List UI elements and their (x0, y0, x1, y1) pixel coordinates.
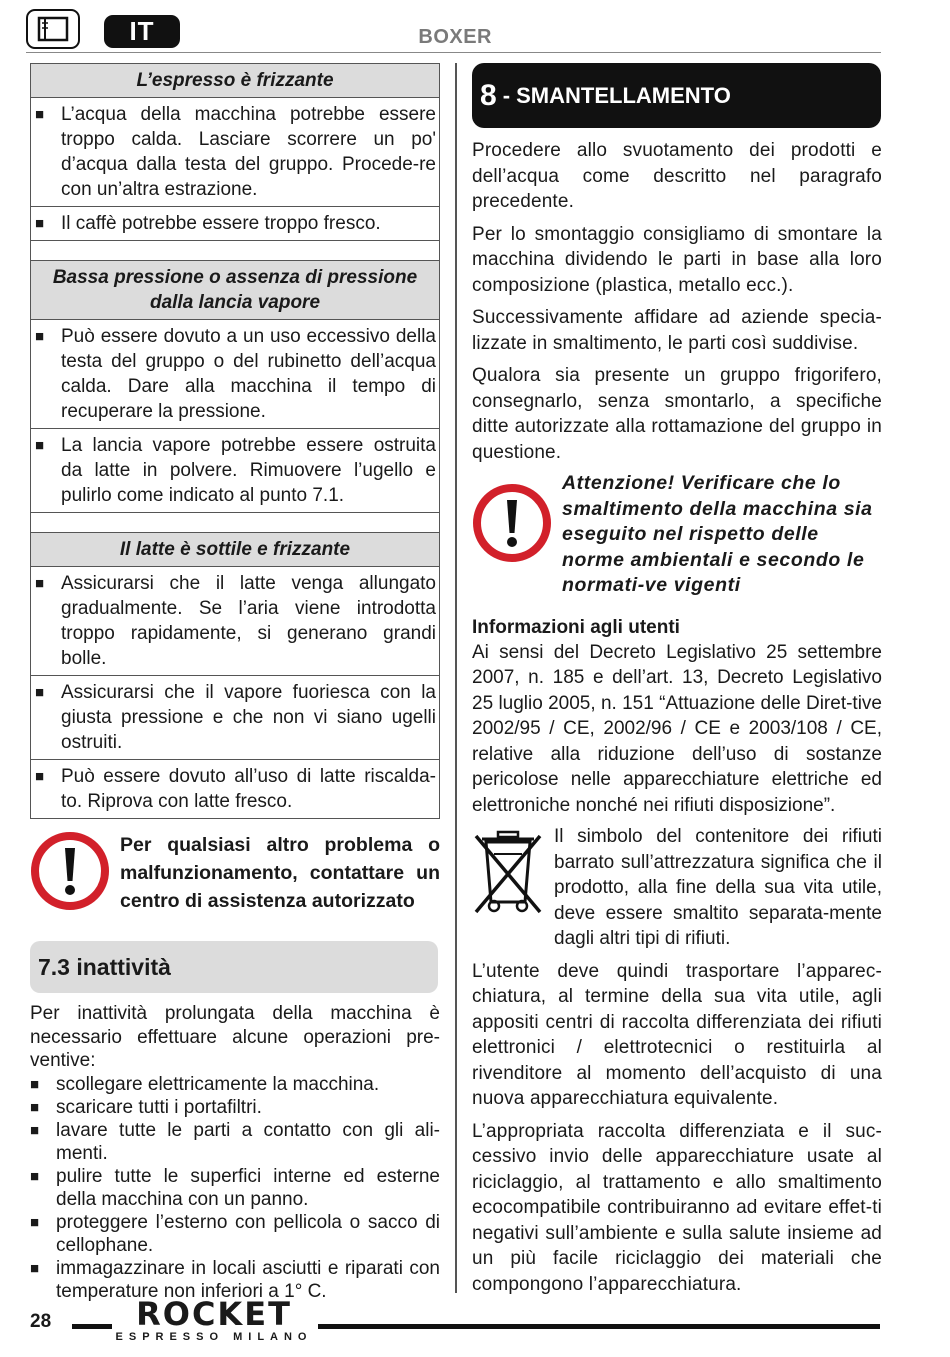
footer-rule (318, 1324, 880, 1329)
list-item: ■ lavare tutte le parti a contatto con gli ali-menti. (30, 1119, 440, 1164)
bullet-icon: ■ (30, 1167, 40, 1185)
crossed-bin-icon (472, 830, 544, 914)
brand-name: ROCKET (136, 1295, 292, 1333)
warning-text: Attenzione! Verificare che lo smaltimento della macchina sia eseguito nel rispetto delle norme ambientali e secondo le normati-ve vigenti (562, 472, 873, 596)
bullet-icon: ■ (30, 1121, 40, 1139)
table-row: ■ Assicurarsi che il vapore fuoriesca con la giusta pressione e che non vi siano ugelli ostruiti. (31, 675, 439, 759)
list-item: ■ pulire tutte le superfici interne ed esterne della macchina con un panno. (30, 1165, 440, 1210)
right-column (472, 63, 882, 1297)
table-spacer (31, 240, 439, 260)
paragraph: L’appropriata raccolta differenziata e il suc-cessivo invio delle apparecchiature usate al riciclaggio, al trattamento e allo smaltimento ecocompatibile contribuiranno ad evitare effet-ti negativi sull’ambiente e sulla salute insieme ad un più facile riciclaggio dei materiali che compongono l’apparecchiatura. (472, 1120, 882, 1295)
section-title-dismantling (472, 63, 881, 128)
column-divider (455, 63, 457, 1293)
inactivity-list (30, 1073, 440, 1303)
table-row: ■ Può essere dovuto all’uso di latte riscalda-to. Riprova con latte fresco. (31, 759, 439, 818)
bullet-icon: ■ (35, 575, 45, 592)
weee-text: Il simbolo del contenitore dei rifiuti barrato sull’attrezzatura significa che il prodotto, alla fine della sua vita utile, deve essere smaltito separata-mente dagli altri tipi di rifiuti. (554, 826, 882, 949)
disposal-warning (472, 471, 882, 599)
list-item: ■ immagazzinare in locali asciutti e riparati con temperature non inferiori a 1° C. (30, 1257, 440, 1302)
user-info-text: Ai sensi del Decreto Legislativo 25 settembre 2007, n. 185 e dell’art. 13, Decreto Legislativo 25 luglio 2005, n. 151 “Attuazione delle Diret-tive 2002/95 / CE, 2002/96 / CE e 2003/108 / CE, relative alla riduzione dell’uso di sostanze pericolose nelle apparecchiature elettriche ed elettroniche nonché nei rifiuti disposizione”. (472, 641, 882, 816)
bullet-icon: ■ (35, 768, 45, 785)
table-heading: L’espresso è frizzante (31, 64, 439, 97)
bullet-icon: ■ (30, 1098, 40, 1116)
bullet-icon: ■ (30, 1213, 40, 1231)
table-row: ■ Assicurarsi che il latte venga allungato gradualmente. Se l’aria viene introdotta troppo rapidamente, si generano grandi bolle. (31, 566, 439, 675)
bullet-icon: ■ (30, 1075, 40, 1093)
paragraph: Qualora sia presente un gruppo frigorifero, consegnarlo, senza smontarlo, a specifiche ditte autorizzate alla rottamazione del gruppo in questione. (472, 365, 882, 463)
paragraph: L’utente deve quindi trasportare l’apparec-chiatura, al termine della sua vita utile, agli appositi centri di raccolta differenziata dei rifiuti elettronici / elettrotecnici o restituirla al rivenditore al momento dell’acquisto di una nuova apparecchiatura equivalente. (472, 960, 882, 1109)
warning-text: Per qualsiasi altro problema o malfunzionamento, contattare un centro di assistenza autorizzato (120, 834, 440, 912)
inactivity-intro: Per inattività prolungata della macchina è necessario effettuare alcune operazioni pre-ventive: (30, 1003, 440, 1071)
model-name: BOXER (418, 26, 492, 48)
section-number: 8 (480, 78, 497, 112)
brand-tagline: ESPRESSO MILANO (115, 1331, 313, 1343)
user-info-heading: Informazioni agli utenti (472, 616, 680, 638)
table-spacer (31, 512, 439, 532)
bullet-icon: ■ (35, 684, 45, 701)
weee-block (472, 824, 882, 952)
left-column (30, 63, 440, 1303)
table-row: ■ L’acqua della macchina potrebbe essere troppo calda. Lasciare scorrere un po' d’acqua dalla testa del gruppo. Procede-re con un’altra estrazione. (31, 97, 439, 206)
section-title-text: - SMANTELLAMENTO (502, 82, 731, 108)
page-number: 28 (30, 1311, 52, 1332)
troubleshooting-table (30, 63, 440, 819)
section-title-inactivity: 7.3 inattività (30, 941, 438, 993)
manual-book-icon (26, 9, 80, 49)
support-warning (30, 831, 440, 915)
bullet-icon: ■ (35, 215, 45, 232)
exclamation-warning-icon (472, 483, 552, 563)
paragraph: Per lo smontaggio consigliamo di smontare la macchina dividendo le parti in base alla loro composizione (plastica, metallo ecc.). (472, 223, 882, 296)
bullet-icon: ■ (35, 328, 45, 345)
table-row: ■ Il caffè potrebbe essere troppo fresco. (31, 206, 439, 240)
table-heading: Il latte è sottile e frizzante (31, 532, 439, 566)
header-divider (26, 52, 881, 53)
bullet-icon: ■ (35, 106, 45, 123)
language-badge: IT (104, 15, 180, 48)
bullet-icon: ■ (30, 1259, 40, 1277)
bullet-icon: ■ (35, 437, 45, 454)
list-item: ■ proteggere l’esterno con pellicola o sacco di cellophane. (30, 1211, 440, 1256)
table-row: ■ Può essere dovuto a un uso eccessivo della testa del gruppo o del rubinetto dell’acqua calda. Dare alla macchina il tempo di recuperare la pressione. (31, 319, 439, 428)
brand-logo (114, 1295, 314, 1344)
list-item: ■ scaricare tutti i portafiltri. (30, 1096, 262, 1118)
paragraph: Procedere allo svuotamento dei prodotti e dell’acqua come descritto nel paragrafo precedente. (472, 140, 882, 212)
exclamation-warning-icon (30, 831, 110, 911)
list-item: ■ scollegare elettricamente la macchina. (30, 1073, 380, 1095)
paragraph: Successivamente affidare ad aziende specia-lizzate in smaltimento, le parti così suddivise. (472, 307, 882, 354)
footer-rule (72, 1324, 112, 1329)
table-heading: Bassa pressione o assenza di pressione dalla lancia vapore (31, 260, 439, 319)
table-row: ■ La lancia vapore potrebbe essere ostruita da latte in polvere. Rimuovere l’ugello e pulirlo come indicato al punto 7.1. (31, 428, 439, 512)
